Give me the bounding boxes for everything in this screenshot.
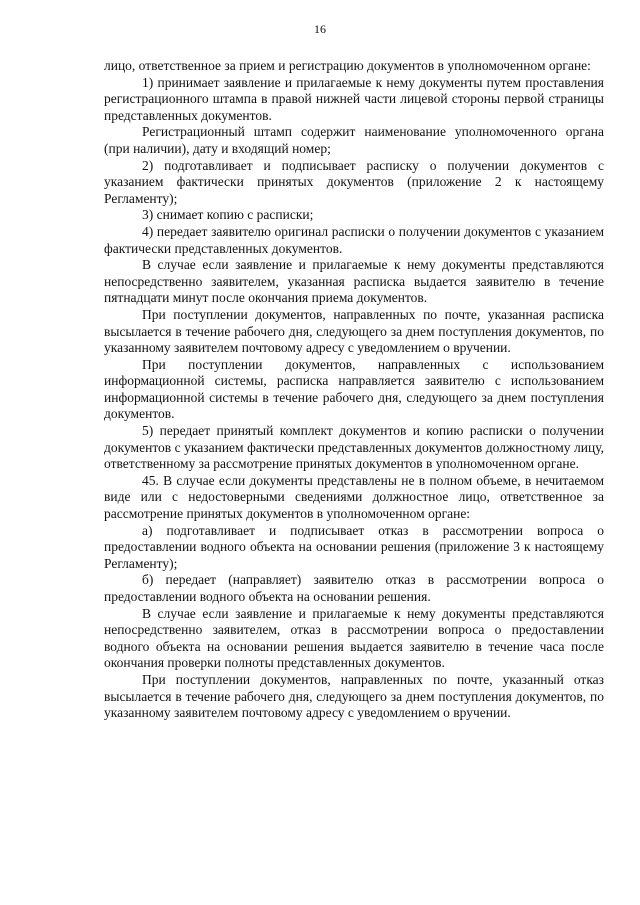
paragraph-receipt-by-mail: При поступлении документов, направленных по почте, указанная расписка высылается в течение рабочего дня, следующего за днем поступления документов, по указанному заявителем почтовому адресу с уведомлением о вручении. [104,306,604,356]
paragraph-item-3: 3) снимает копию с расписки; [142,207,314,223]
paragraph-stamp-contents: Регистрационный штамп содержит наименование уполномоченного органа (при наличии), дату и входящий номер; [104,124,604,156]
paragraph-item-2: 2) подготавливает и подписывает расписку о получении документов с указанием фактически принятых документов (приложение 2 к настоящему Регламенту); [104,157,604,206]
document-body [104,58,604,722]
paragraph-receipt-info-system: При поступлении документов, направленных с использованием информационной системы, расписка направляется заявителю с использованием информационной системы в течение рабочего дня, следующего за днем поступления документов. [104,356,604,422]
paragraph-receipt-in-person: В случае если заявление и прилагаемые к нему документы представляются непосредственно заявителем, указанная расписка выдается заявителю в течение пятнадцати минут после окончания приема документов. [104,257,604,306]
paragraph-item-1: 1) принимает заявление и прилагаемые к нему документы путем проставления регистрационного штампа в правой нижней части лицевой стороны первой страницы представленных документов. [104,74,604,123]
paragraph-item-5: 5) передает принятый комплект документов и копию расписки о получении документов с указанием фактически представленных документов должностному лицу, ответственному за рассмотрение принятых документов в уполномоченном органе. [104,423,604,472]
paragraph-refusal-in-person: В случае если заявление и прилагаемые к нему документы представляются непосредственно заявителем, отказ в рассмотрении вопроса о предоставлении водного объекта на основании решения выдается заявителю в течение часа после окончания проверки полноты представленных документов. [104,605,604,671]
paragraph-item-a: а) подготавливает и подписывает отказ в рассмотрении вопроса о предоставлении водного объекта на основании решения (приложение 3 к настоящему Регламенту); [104,522,604,571]
paragraph-continuation: лицо, ответственное за прием и регистрацию документов в уполномоченном органе: [104,58,591,73]
paragraph-item-b: б) передает (направляет) заявителю отказ в рассмотрении вопроса о предоставлении водного объекта на основании решения. [104,572,604,604]
paragraph-section-45: 45. В случае если документы представлены не в полном объеме, в нечитаемом виде или с недостоверными сведениями должностное лицо, ответственное за рассмотрение принятых документов в уполномоченном органе: [104,472,604,522]
paragraph-refusal-by-mail: При поступлении документов, направленных по почте, указанный отказ высылается в течение рабочего дня, следующего за днем поступления документов, по указанному заявителем почтовому адресу с уведомлением о вручении. [104,671,604,721]
paragraph-item-4: 4) передает заявителю оригинал расписки о получении документов с указанием фактически представленных документов. [104,223,604,256]
page-number: 16 [314,22,326,36]
